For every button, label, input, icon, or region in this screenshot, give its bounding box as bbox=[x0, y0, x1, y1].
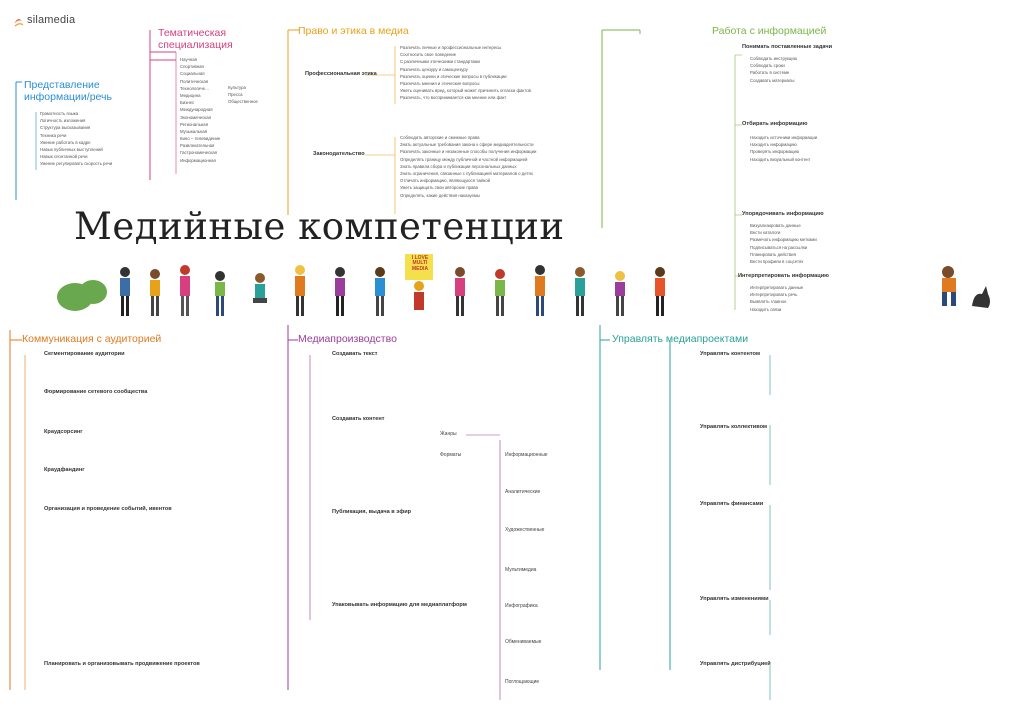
medpro-sub-3: Упаковывать информацию для медиаплатформ bbox=[332, 602, 467, 608]
rabota-sub-order: Упорядочивать информацию bbox=[742, 211, 824, 217]
branch-predst-title-2: информации/речь bbox=[24, 91, 112, 103]
rabota-sub-select: Отбирать информацию bbox=[742, 121, 808, 127]
komm-sub-1: Формирование сетевого сообщества bbox=[44, 389, 148, 395]
list-item: Уметь оценивать вред, который может причинить огласка фактов bbox=[400, 88, 531, 94]
list-item: Интерпретировать данные bbox=[750, 285, 804, 290]
medpro-sub-0: Создавать текст bbox=[332, 351, 378, 357]
list-item: Умение регулировать скорость речи bbox=[40, 161, 113, 167]
medpro-tag-absorbing: Поглощающие bbox=[505, 679, 540, 685]
list-item: Международная bbox=[180, 107, 213, 113]
branch-upr-title: Управлять медиапроектами bbox=[612, 333, 749, 345]
list-item: Находить связи bbox=[750, 306, 782, 312]
list-item: Умение работать в кадре bbox=[40, 139, 91, 145]
list-item: Визуализировать данные bbox=[750, 223, 801, 228]
list-item: Научная bbox=[180, 57, 197, 62]
list-item: Музыкальная bbox=[180, 128, 208, 134]
list-item: Планировать действия bbox=[750, 251, 796, 257]
list-item: Технологиче… bbox=[180, 85, 210, 91]
pravo-law-items bbox=[400, 134, 536, 199]
branch-medpro-title: Медиапроизводство bbox=[298, 333, 397, 345]
list-item: Выявлять главное bbox=[750, 299, 787, 305]
branch-komm-title: Коммуникация с аудиторией bbox=[22, 333, 162, 345]
branch-tematic-title-1: Тематическая bbox=[158, 27, 227, 39]
list-item: Техника речи bbox=[40, 132, 67, 138]
list-item: Различать оценки и этические вопросы в публикации bbox=[400, 73, 507, 79]
brand-logo bbox=[12, 14, 75, 26]
medpro-tag-genres: Жанры bbox=[440, 431, 457, 437]
upr-sub-2: Управлять финансами bbox=[700, 501, 764, 507]
medpro-tag-multimedia: Мультимедиа bbox=[505, 567, 537, 573]
pravo-sub-ethics: Профессиональная этика bbox=[305, 71, 377, 77]
list-item: Знать ограничения, связанные с публикацией материалов о детях bbox=[400, 170, 533, 176]
tematic-items bbox=[180, 56, 220, 164]
list-item: С различными этическими стандартами bbox=[400, 59, 480, 65]
list-item: Знать правила сбора и публикации персональных данных bbox=[400, 163, 517, 169]
cat-and-person-illustration bbox=[930, 262, 1000, 312]
list-item: Определять, какие действия наказуемы bbox=[400, 192, 480, 198]
list-item: Общественное bbox=[228, 99, 258, 105]
list-item: Экономическая bbox=[180, 114, 211, 120]
upr-sub-0: Управлять контентом bbox=[700, 351, 760, 357]
logo-swirl-icon bbox=[12, 14, 24, 26]
list-item: Пресса bbox=[228, 92, 243, 98]
branch-predst-title-1: Представление bbox=[24, 79, 100, 91]
medpro-tag-analytic: Аналитические bbox=[505, 489, 541, 495]
people-illustration bbox=[55, 252, 695, 322]
rabota-select-items bbox=[750, 134, 817, 163]
list-item: Региональная bbox=[180, 121, 209, 127]
list-item: Структура высказывания bbox=[40, 125, 91, 131]
list-item: Интерпретировать речь bbox=[750, 292, 798, 298]
tematic-side-items bbox=[228, 84, 258, 106]
list-item: Создавать материалы bbox=[750, 77, 795, 83]
list-item: Гастрономическая bbox=[180, 150, 217, 156]
list-item: Соотносить свое поведение bbox=[400, 52, 457, 58]
list-item: Соблюдать авторские и смежные права bbox=[400, 135, 480, 140]
komm-sub-3: Краудфандинг bbox=[44, 467, 85, 473]
medpro-tag-art: Художественные bbox=[505, 527, 545, 533]
komm-sub-2: Краудсорсинг bbox=[44, 429, 83, 435]
list-item: Находить визуальный контент bbox=[750, 156, 811, 162]
komm-sub-4: Организация и проведение событий, ивентов bbox=[44, 506, 172, 512]
medpro-tag-formats: Форматы bbox=[440, 452, 462, 458]
list-item: Подписываться на рассылки bbox=[750, 244, 808, 250]
list-item: Определять границу между публичной и частной информацией bbox=[400, 156, 528, 162]
list-item: Проверять информацию bbox=[750, 149, 800, 155]
upr-sub-1: Управлять коллективом bbox=[700, 424, 768, 430]
pravo-sub-law: Законодательство bbox=[313, 151, 365, 157]
rabota-sub-interpret: Интерпретировать информацию bbox=[738, 273, 829, 279]
list-item: Бизнес bbox=[180, 100, 195, 106]
rabota-order-items bbox=[750, 222, 817, 265]
list-item: Различать цензуру и самоцензуру bbox=[400, 66, 468, 72]
list-item: Соблюдать сроки bbox=[750, 63, 785, 69]
medpro-sub-2: Публикация, выдача в эфир bbox=[332, 509, 412, 515]
list-item: Кино – телевидение bbox=[180, 136, 221, 142]
medpro-tag-infographics: Инфографика bbox=[505, 603, 538, 609]
branch-pravo-title: Право и этика в медиа bbox=[298, 25, 409, 37]
list-item: Логичность изложения bbox=[40, 118, 86, 124]
list-item: Информационная bbox=[180, 157, 216, 163]
brand-name: silamedia bbox=[27, 14, 76, 26]
pravo-ethics-items bbox=[400, 44, 531, 102]
list-item: Отличать информацию, являющуюся тайной bbox=[400, 178, 491, 184]
komm-sub-0: Сегментирование аудитории bbox=[44, 351, 125, 357]
branch-tematic-title-2: специализация bbox=[158, 39, 233, 51]
list-item: Различать личные и профессиональные интересы bbox=[400, 45, 502, 50]
branch-rabota-title: Работа с информацией bbox=[712, 25, 827, 37]
upr-sub-4: Управлять дистрибуцией bbox=[700, 661, 771, 667]
list-item: Навык спонтанной речи bbox=[40, 154, 88, 160]
list-item: Размечать информацию метками bbox=[750, 237, 817, 243]
medpro-tag-exchanged: Обмениваемые bbox=[505, 639, 542, 645]
list-item: Грамотность языка bbox=[40, 111, 79, 116]
upr-sub-3: Управлять изменениями bbox=[700, 596, 769, 602]
medpro-tag-info: Информационные bbox=[505, 452, 548, 458]
list-item: Политическая bbox=[180, 78, 209, 84]
list-item: Различать мнения и этические вопросы bbox=[400, 80, 480, 86]
list-item: Навык публичных выступлений bbox=[40, 146, 103, 152]
list-item: Культура bbox=[228, 85, 246, 90]
i-love-multimedia-sign: I LOVE MULTI MEDIA bbox=[411, 255, 429, 272]
list-item: Различать законные и незаконные способы получения информации bbox=[400, 149, 537, 155]
rabota-sub-tasks: Понимать поставленные задачи bbox=[742, 44, 833, 50]
list-item: Различать, что воспринимается как мнение или факт bbox=[400, 95, 507, 101]
rabota-interpret-items bbox=[750, 284, 803, 313]
list-item: Работать в системе bbox=[750, 70, 790, 76]
list-item: Уметь защищать свои авторские права bbox=[400, 185, 479, 191]
list-item: Социальная bbox=[180, 71, 205, 77]
list-item: Развлекательная bbox=[180, 143, 215, 149]
page-title: Медийные компетенции bbox=[74, 205, 565, 248]
medpro-sub-1: Создавать контент bbox=[332, 416, 385, 422]
predst-items bbox=[40, 110, 112, 168]
list-item: Медицина bbox=[180, 92, 201, 98]
list-item: Вести каталоги bbox=[750, 230, 781, 236]
komm-sub-5: Планировать и организовывать продвижение проектов bbox=[44, 661, 200, 667]
rabota-tasks-items bbox=[750, 55, 797, 84]
list-item: Вести профили в соцсетях bbox=[750, 258, 804, 264]
list-item: Находить источники информации bbox=[750, 135, 818, 140]
list-item: Соблюдать инструкцию bbox=[750, 56, 797, 61]
list-item: Находить информацию bbox=[750, 142, 797, 148]
list-item: Знать актуальные требования закона к сфере медиадеятельности bbox=[400, 142, 534, 148]
list-item: Спортивная bbox=[180, 64, 204, 70]
